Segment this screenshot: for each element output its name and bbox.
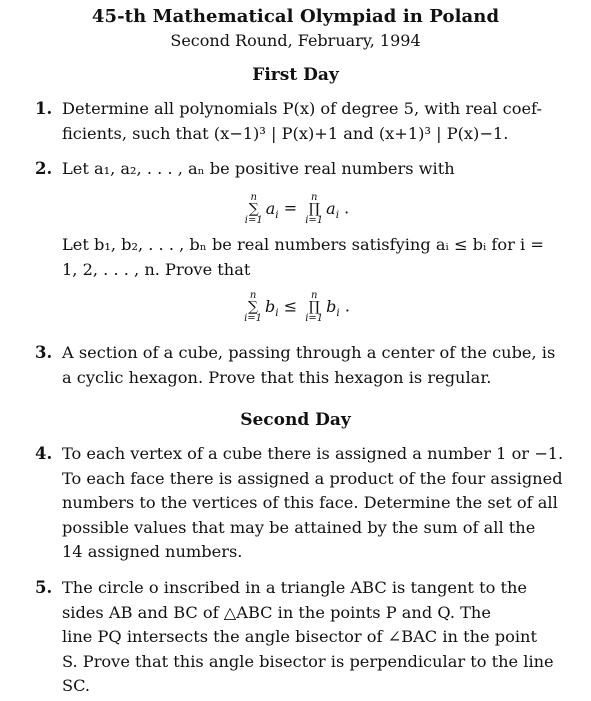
problem-line: A section of a cube, passing through a center of the cube, is [62,343,556,362]
problem-line: sides AB and BC of △ABC in the points P and Q. The [62,602,491,622]
problem-5 [35,576,560,699]
problem-1 [35,97,560,146]
problem-line: 14 assigned numbers. [62,542,243,561]
product-operator: n ∏ i=1 [305,290,324,324]
problem-2 [35,157,560,182]
problem-line: line PQ intersects the angle bisector of ∠BAC in the point [62,627,537,646]
problem-line: To each face there is assigned a product of the four assigned [62,468,563,488]
page-title: 45-th Mathematical Olympiad in Poland [91,6,500,27]
problem-line: 1, 2, . . . , n. Prove that [62,259,251,279]
problem-line: S. Prove that this angle bisector is perpendicular to the line [62,651,554,671]
problem-number: 2. [35,159,53,178]
problem-number: 1. [35,99,53,118]
problem-line: ficients, such that (x−1)³ | P(x)+1 and (x+1)³ | P(x)−1. [62,123,509,143]
problem-number: 4. [35,444,53,463]
problem-line: Let b₁, b₂, . . . , bₙ be real numbers satisfying aᵢ ≤ bᵢ for i = [62,235,544,254]
problem-line: a cyclic hexagon. Prove that this hexagon is regular. [62,367,492,387]
sum-operator: n ∑ i=1 [244,192,263,226]
sum-operator: n ∑ i=1 [244,290,263,324]
problem-line: SC. [62,676,91,695]
problem-line: possible values that may be attained by the sum of all the [62,517,536,537]
formula-sum-product-b: n ∑ i=1 $b_i$ ≤ n ∏ i=1 $b_i$ . [244,290,350,324]
product-operator: n ∏ i=1 [305,192,324,226]
problem-line: Determine all polynomials P(x) of degree 5, with real coef- [62,99,542,118]
problem-4 [35,442,564,565]
problem-line: Let a₁, a₂, . . . , aₙ be positive real numbers with [62,159,455,178]
day-heading-second: Second Day [240,410,351,430]
problem-number: 3. [35,343,53,362]
page-subtitle: Second Round, February, 1994 [170,31,421,50]
problem-3 [35,341,560,390]
problem-line: numbers to the vertices of this face. Determine the set of all [62,493,558,512]
problem-line: The circle o inscribed in a triangle ABC is tangent to the [62,578,527,597]
formula-sum-product-a: n ∑ i=1 $a_i$ = n ∏ i=1 $a_i$ . [244,192,350,226]
problem-number: 5. [35,578,53,597]
day-heading-first: First Day [252,65,339,85]
problem-2-continued [38,233,560,282]
problem-line: To each vertex of a cube there is assigned a number 1 or −1. [62,444,564,463]
